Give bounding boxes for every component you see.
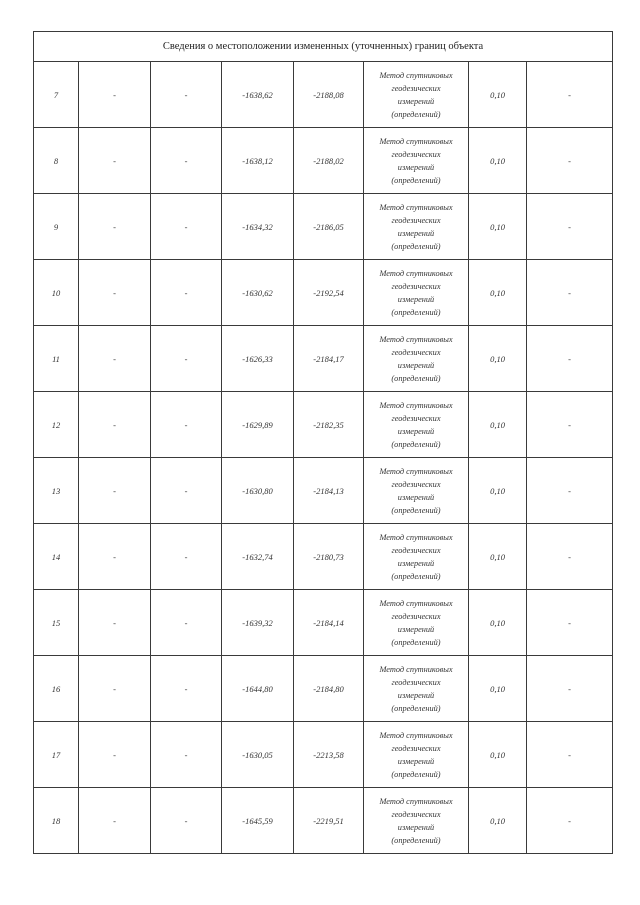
method-line: Метод спутниковых	[379, 598, 453, 608]
method-line: Метод спутниковых	[379, 796, 453, 806]
table-row	[34, 788, 613, 854]
method-line: геодезических	[391, 545, 441, 555]
empty-cell: -	[527, 194, 613, 260]
x-coordinate-cell: -1638,62	[222, 62, 294, 128]
method-line: геодезических	[391, 677, 441, 687]
empty-cell: -	[527, 62, 613, 128]
method-line: (определений)	[391, 373, 441, 383]
x-coordinate-cell: -1634,32	[222, 194, 294, 260]
empty-cell: -	[151, 656, 222, 722]
empty-cell: -	[527, 788, 613, 854]
method-line: геодезических	[391, 743, 441, 753]
table-row	[34, 656, 613, 722]
table-row	[34, 326, 613, 392]
empty-cell: -	[151, 326, 222, 392]
y-coordinate-cell: -2219,51	[294, 788, 364, 854]
point-number-cell: 9	[34, 194, 79, 260]
y-coordinate-cell: -2184,17	[294, 326, 364, 392]
point-number-cell: 14	[34, 524, 79, 590]
boundary-coordinates-table	[33, 31, 613, 854]
empty-cell: -	[151, 524, 222, 590]
empty-cell: -	[79, 392, 151, 458]
method-line: (определений)	[391, 175, 441, 185]
y-coordinate-cell: -2186,05	[294, 194, 364, 260]
empty-cell: -	[79, 62, 151, 128]
method-cell	[364, 128, 469, 194]
method-line: измерений	[397, 162, 435, 172]
x-coordinate-cell: -1626,33	[222, 326, 294, 392]
method-line: геодезических	[391, 149, 441, 159]
table-row	[34, 458, 613, 524]
table-header-row	[34, 32, 613, 62]
empty-cell: -	[527, 260, 613, 326]
method-line: измерений	[397, 294, 435, 304]
x-coordinate-cell: -1630,62	[222, 260, 294, 326]
empty-cell: -	[527, 722, 613, 788]
x-coordinate-cell: -1644,80	[222, 656, 294, 722]
x-coordinate-cell: -1638,12	[222, 128, 294, 194]
method-line: (определений)	[391, 835, 441, 845]
x-coordinate-cell: -1639,32	[222, 590, 294, 656]
method-line: Метод спутниковых	[379, 532, 453, 542]
empty-cell: -	[79, 524, 151, 590]
method-line: Метод спутниковых	[379, 202, 453, 212]
method-line: Метод спутниковых	[379, 70, 453, 80]
method-line: (определений)	[391, 109, 441, 119]
empty-cell: -	[527, 392, 613, 458]
empty-cell: -	[151, 788, 222, 854]
empty-cell: -	[527, 656, 613, 722]
point-number-cell: 18	[34, 788, 79, 854]
table-row	[34, 260, 613, 326]
empty-cell: -	[527, 590, 613, 656]
accuracy-cell: 0,10	[469, 392, 527, 458]
y-coordinate-cell: -2184,13	[294, 458, 364, 524]
table-row	[34, 194, 613, 260]
empty-cell: -	[527, 458, 613, 524]
method-line: Метод спутниковых	[379, 400, 453, 410]
method-line: измерений	[397, 690, 435, 700]
method-line: Метод спутниковых	[379, 136, 453, 146]
method-line: геодезических	[391, 479, 441, 489]
empty-cell: -	[527, 524, 613, 590]
method-cell	[364, 590, 469, 656]
empty-cell: -	[151, 392, 222, 458]
y-coordinate-cell: -2182,35	[294, 392, 364, 458]
empty-cell: -	[79, 326, 151, 392]
method-line: измерений	[397, 756, 435, 766]
method-line: геодезических	[391, 215, 441, 225]
empty-cell: -	[79, 656, 151, 722]
method-line: (определений)	[391, 637, 441, 647]
table-body	[34, 32, 613, 854]
method-line: измерений	[397, 624, 435, 634]
method-line: геодезических	[391, 281, 441, 291]
method-line: измерений	[397, 228, 435, 238]
method-cell	[364, 788, 469, 854]
accuracy-cell: 0,10	[469, 788, 527, 854]
point-number-cell: 13	[34, 458, 79, 524]
x-coordinate-cell: -1645,59	[222, 788, 294, 854]
accuracy-cell: 0,10	[469, 590, 527, 656]
y-coordinate-cell: -2184,80	[294, 656, 364, 722]
y-coordinate-cell: -2192,54	[294, 260, 364, 326]
empty-cell: -	[527, 326, 613, 392]
table-title: Сведения о местоположении измененных (уточненных) границ объекта	[34, 32, 613, 62]
point-number-cell: 15	[34, 590, 79, 656]
method-cell	[364, 656, 469, 722]
table-row	[34, 62, 613, 128]
point-number-cell: 17	[34, 722, 79, 788]
empty-cell: -	[79, 722, 151, 788]
method-line: измерений	[397, 96, 435, 106]
method-line: Метод спутниковых	[379, 664, 453, 674]
y-coordinate-cell: -2188,02	[294, 128, 364, 194]
empty-cell: -	[79, 590, 151, 656]
accuracy-cell: 0,10	[469, 458, 527, 524]
method-cell	[364, 62, 469, 128]
method-line: Метод спутниковых	[379, 268, 453, 278]
empty-cell: -	[151, 590, 222, 656]
point-number-cell: 11	[34, 326, 79, 392]
accuracy-cell: 0,10	[469, 326, 527, 392]
method-cell	[364, 458, 469, 524]
method-line: геодезических	[391, 611, 441, 621]
x-coordinate-cell: -1630,05	[222, 722, 294, 788]
method-line: геодезических	[391, 809, 441, 819]
empty-cell: -	[79, 260, 151, 326]
method-line: Метод спутниковых	[379, 334, 453, 344]
method-cell	[364, 722, 469, 788]
method-cell	[364, 326, 469, 392]
x-coordinate-cell: -1632,74	[222, 524, 294, 590]
empty-cell: -	[79, 458, 151, 524]
point-number-cell: 8	[34, 128, 79, 194]
method-line: измерений	[397, 492, 435, 502]
y-coordinate-cell: -2188,08	[294, 62, 364, 128]
method-cell	[364, 260, 469, 326]
x-coordinate-cell: -1630,80	[222, 458, 294, 524]
table-row	[34, 590, 613, 656]
table-row	[34, 392, 613, 458]
accuracy-cell: 0,10	[469, 260, 527, 326]
method-line: геодезических	[391, 413, 441, 423]
method-cell	[364, 392, 469, 458]
accuracy-cell: 0,10	[469, 128, 527, 194]
point-number-cell: 7	[34, 62, 79, 128]
point-number-cell: 12	[34, 392, 79, 458]
method-line: (определений)	[391, 241, 441, 251]
method-line: Метод спутниковых	[379, 730, 453, 740]
method-line: измерений	[397, 822, 435, 832]
method-line: Метод спутниковых	[379, 466, 453, 476]
y-coordinate-cell: -2180,73	[294, 524, 364, 590]
accuracy-cell: 0,10	[469, 722, 527, 788]
table-row	[34, 722, 613, 788]
empty-cell: -	[151, 260, 222, 326]
method-line: геодезических	[391, 347, 441, 357]
method-line: измерений	[397, 558, 435, 568]
method-line: (определений)	[391, 505, 441, 515]
method-line: (определений)	[391, 703, 441, 713]
accuracy-cell: 0,10	[469, 194, 527, 260]
method-line: (определений)	[391, 571, 441, 581]
method-line: (определений)	[391, 769, 441, 779]
empty-cell: -	[151, 722, 222, 788]
method-cell	[364, 524, 469, 590]
method-cell	[364, 194, 469, 260]
empty-cell: -	[151, 458, 222, 524]
x-coordinate-cell: -1629,89	[222, 392, 294, 458]
table-row	[34, 128, 613, 194]
method-line: (определений)	[391, 307, 441, 317]
y-coordinate-cell: -2184,14	[294, 590, 364, 656]
accuracy-cell: 0,10	[469, 656, 527, 722]
empty-cell: -	[151, 194, 222, 260]
method-line: геодезических	[391, 83, 441, 93]
empty-cell: -	[79, 128, 151, 194]
table-row	[34, 524, 613, 590]
y-coordinate-cell: -2213,58	[294, 722, 364, 788]
empty-cell: -	[527, 128, 613, 194]
method-line: измерений	[397, 360, 435, 370]
method-line: измерений	[397, 426, 435, 436]
accuracy-cell: 0,10	[469, 524, 527, 590]
empty-cell: -	[79, 194, 151, 260]
method-line: (определений)	[391, 439, 441, 449]
empty-cell: -	[151, 128, 222, 194]
point-number-cell: 10	[34, 260, 79, 326]
point-number-cell: 16	[34, 656, 79, 722]
empty-cell: -	[79, 788, 151, 854]
empty-cell: -	[151, 62, 222, 128]
accuracy-cell: 0,10	[469, 62, 527, 128]
